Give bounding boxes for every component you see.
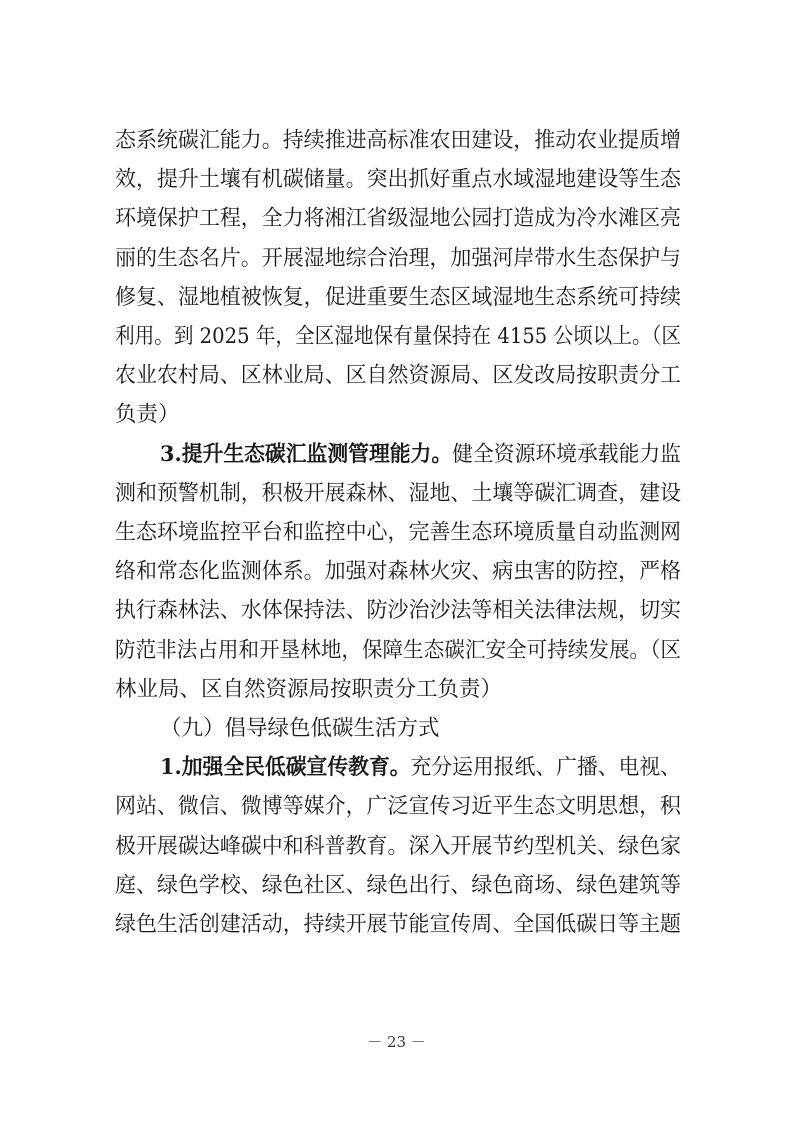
text-line [0,396,793,433]
text-line [0,906,793,943]
body-text-segment: 测和预警机制，积极开展森林、湿地、土壤等碳汇调查，建设 [115,480,681,506]
text-line [0,514,793,551]
text-line [0,788,793,825]
line-content [115,240,681,277]
body-text-segment: 负责） [115,402,180,428]
body-text-segment: 网站、微信、微博等媒介，广泛宣传习近平生态文明思想，积 [115,794,681,820]
text-line [0,436,793,473]
line-content [115,553,681,590]
line-content [115,788,681,825]
text-line [0,357,793,394]
line-content [160,710,440,747]
text-line [0,592,793,629]
body-text-segment: （九）倡导绿色低碳生活方式 [160,716,440,741]
line-content [115,357,681,394]
line-content [115,828,681,865]
text-line [0,671,793,708]
body-text-segment: 络和常态化监测体系。加强对森林火灾、病虫害的防控，严格 [115,559,681,585]
body-text-segment: 农业农村局、区林业局、区自然资源局、区发改局按职责分工 [115,363,681,389]
body-text-segment: 生态环境监控平台和监控中心，完善生态环境质量自动监测网 [115,520,681,545]
line-content [115,161,681,198]
body-text-segment: 极开展碳达峰碳中和科普教育。深入开展节约型机关、绿色家 [115,833,681,859]
line-content [115,906,681,943]
body-text-segment: 防范非法占用和开垦林地，保障生态碳汇安全可持续发展。（区 [115,637,681,663]
body-text-segment: 利用。到 2025 年，全区湿地保有量保持在 4155 公顷以上。（区 [115,324,681,349]
line-content [160,749,681,786]
line-content [115,279,681,316]
body-text-segment: 修复、湿地植被恢复，促进重要生态区域湿地生态系统可持续 [115,284,681,310]
text-line [0,828,793,865]
page-number: － 23 － [367,1033,426,1051]
body-text-segment: 庭、绿色学校、绿色社区、绿色出行、绿色商场、绿色建筑等 [115,872,681,898]
bold-heading-text: 1.加强全民低碳宣传教育。 [160,755,411,781]
line-content [115,122,681,159]
line-content [115,396,180,433]
text-line [0,240,793,277]
text-line [0,122,793,159]
line-content [115,318,681,355]
text-line [0,200,793,237]
line-content [160,436,681,473]
line-content [115,200,681,237]
bold-heading-text: 3.提升生态碳汇监测管理能力。 [160,441,453,467]
text-line [0,710,793,747]
line-content [115,867,681,904]
line-content [115,514,681,551]
text-line [0,318,793,355]
text-line [0,161,793,198]
line-content [115,632,681,669]
line-content [115,592,681,629]
text-line [0,553,793,590]
body-text-segment: 丽的生态名片。开展湿地综合治理，加强河岸带水生态保护与 [115,245,681,271]
body-text-segment: 林业局、区自然资源局按职责分工负责） [115,676,503,702]
body-text-segment: 健全资源环境承载能力监 [452,441,681,467]
text-line [0,279,793,316]
text-line [0,867,793,904]
text-line [0,632,793,669]
text-line [0,475,793,512]
body-text-segment: 绿色生活创建活动，持续开展节能宣传周、全国低碳日等主题 [115,912,681,937]
text-line [0,749,793,786]
body-text-segment: 态系统碳汇能力。持续推进高标准农田建设，推动农业提质增 [115,128,681,153]
body-text-segment: 充分运用报纸、广播、电视、 [410,755,681,781]
body-text-segment: 执行森林法、水体保持法、防沙治沙法等相关法律法规，切实 [115,598,681,624]
body-text-segment: 效，提升土壤有机碳储量。突出抓好重点水域湿地建设等生态 [115,167,681,193]
line-content [115,475,681,512]
body-text-segment: 环境保护工程，全力将湘江省级湿地公园打造成为冷水滩区亮 [115,206,681,232]
line-content [115,671,502,708]
